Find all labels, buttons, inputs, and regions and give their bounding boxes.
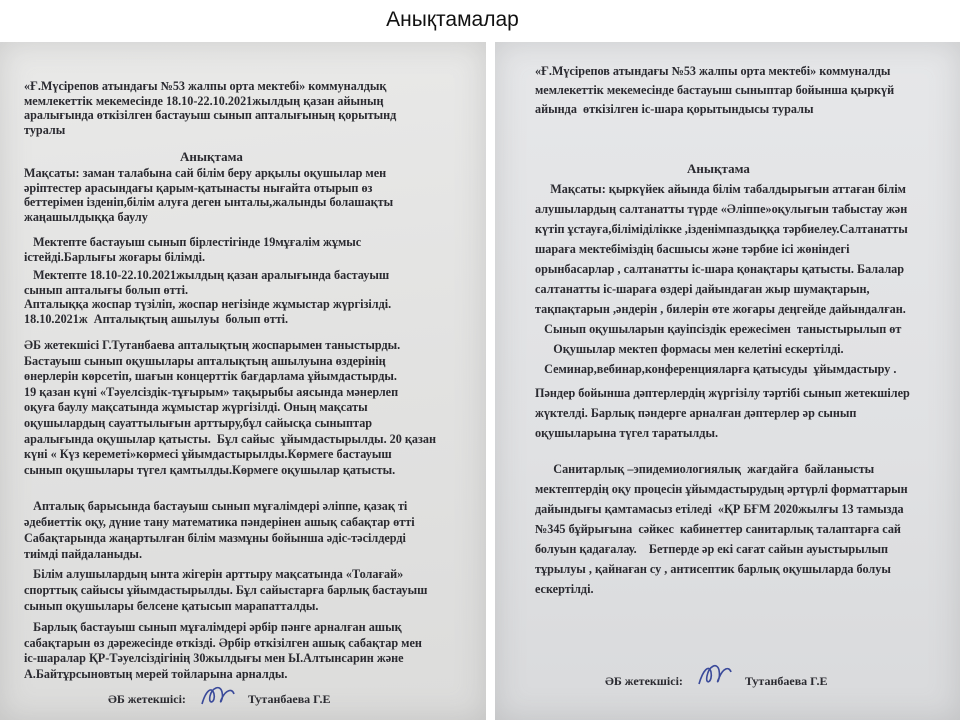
right-signature (695, 658, 735, 690)
right-header: «Ғ.Мүсірепов атындағы №53 жалпы орта мектебі» коммуналды мемлекеттік мекемесінде бастауыш сыныптар бойынша қыркүй айында өткізілген іс-шара қорытындысы туралы (535, 64, 895, 116)
left-paragraph-4: ӘБ жетекшісі Г.Тутанбаева апталықтың жоспарымен таныстырды. Бастауыш сынып оқушылары апталықтың ашылуына өздерінің өнерлерін көрсетіп, шағын концерттік бағдарлама ұйымдастырды. 19 қазан күні «Тәуелсіздік-тұғырым» тақырыбы аясында мәнерлеп оқуға баулу мақсатында жұмыстар жүргізілді. Оның мақсаты оқушылардың сауаттылығын арттыру,бұл сайысқа сыныптар аралығында оқушылар қатысты. Бұл сайыс ұйымдастырылды. 20 қазан күні « Күз кереметі»көрмесі ұйымдастырылды.Көрмеге бастауыш сынып оқушылары түгел қамтылды.Көрмеге оқушылар қатысты. (24, 338, 437, 477)
right-signer-label: ӘБ жетекшісі: (605, 674, 683, 688)
left-paragraph-1: Мақсаты: заман талабына сай білім беру арқылы оқушылар мен әріптестер арасындағы қарым-қатынасты нығайта отырып өз беттерімен ізденіп,білім алуға деген ынталы,жалынды болашақты жаңашылдыққа баулу (24, 166, 394, 224)
right-signer-name: Тутанбаева Г.Е (745, 674, 828, 688)
left-header: «Ғ.Мүсірепов атындағы №53 жалпы орта мектебі» коммуналдық мемлекеттік мекемесінде 18.10-22.10.2021жылдың қазан айының аралығында өткізілген бастауыш сынып апталығының қорытынд туралы (24, 79, 397, 137)
left-paragraph-3: Мектепте 18.10-22.10.2021жылдың қазан аралығында бастауыш сынып апталығы болып өтті. Апталыққа жоспар түзіліп, жоспар негізінде жұмыстар жүргізілді. 18.10.2021ж Апталықтың ашылуы болып өтті. (24, 268, 392, 326)
left-signer-label: ӘБ жетекшісі: (108, 692, 186, 706)
left-paragraph-6: Білім алушылардың ынта жігерін арттыру мақсатында «Толағай» спорттық сайысы ұйымдастырылды. Бұл сайыстарға барлық бастауыш сынып оқушылары белсене қатысып марапатталды. (24, 567, 428, 613)
document-right-page (495, 42, 960, 720)
right-paragraph-2: Пәндер бойынша дәптерлердің жүргізілу тәртібі сынып жетекшілер жүктелді. Барлық пәндерге арналған дәптерлер әр сынып оқушыларына түгел таратылды. (535, 386, 910, 440)
left-paragraph-2: Мектепте бастауыш сынып бірлестігінде 19мұғалім жұмыс істейді.Барлығы жоғары білімді. (24, 235, 362, 264)
left-signer-name: Тутанбаева Г.Е (248, 692, 331, 706)
slide-title: Анықтамалар (386, 8, 519, 31)
document-left-page (0, 42, 486, 720)
left-paragraph-5: Апталық барысында бастауыш сынып мұғалімдері әліппе, қазақ ті әдебиеттік оқу, дүние тану математика пәндерінен ашық сабақтар өтті Сабақтарында жаңартылған білім мазмұны бойынша әдіс-тәсілдерді тиімді пайдаланыды. (24, 499, 415, 561)
right-paragraph-3: Санитарлық –эпидемиологиялық жағдайға байланысты мектептердің оқу процесін ұйымдастырудың әртүрлі форматтарын дайындығы қамтамасыз етіледі «ҚР БҒМ 2020жылғы 13 тамызда №345 бұйрығына сәйкес кабинеттер санитарлық талаптарға сай болуын қадағалау. Бетперде әр екі сағат сайын ауыстырылып тұрылуы , қайнаған су , антисептик барлық оқушыларда болуы ескертілді. (535, 462, 908, 596)
right-heading: Анықтама (687, 161, 750, 176)
left-heading: Анықтама (180, 149, 243, 164)
right-paragraph-1: Мақсаты: қыркүйек айында білім табалдырығын аттаған білім алушылардың салтанатты түрде «Әліппе»оқулығын табыстау жән күтіп ұстауға,біліміділікке ,ізденімпаздыққа тәрбиелеу.Салтанатты шараға мектебіміздің басшысы және тәрбие ісі жөніндегі орынбасарлар , салтанатты іс-шара қонақтары қатысты. Балалар салтанатты іс-шараға өздері дайындаған жыр шумақтарын, тақпақтарын ,әндерін , билерін өте жоғары деңгейде дайындалған. Сынып оқушыларын қауіпсіздік ережесімен таныстырылып өт Оқушылар мектеп формасы мен келетіні ескертілді. Семинар,вебинар,конференцияларға қатысуды ұйымдастыру . (535, 182, 908, 376)
left-paragraph-7: Барлық бастауыш сынып мұғалімдері әрбір пәнге арналған ашық сабақтарын өз дәрежесінде өткізді. Әрбір өткізілген ашық сабақтар мен іс-шаралар ҚР-Тәуелсіздігінің 30жылдығы мен Ы.Алтынсарин және А.Байтұрсыновтың мерей тойларына арналды. (24, 620, 422, 681)
left-signature (198, 680, 238, 710)
